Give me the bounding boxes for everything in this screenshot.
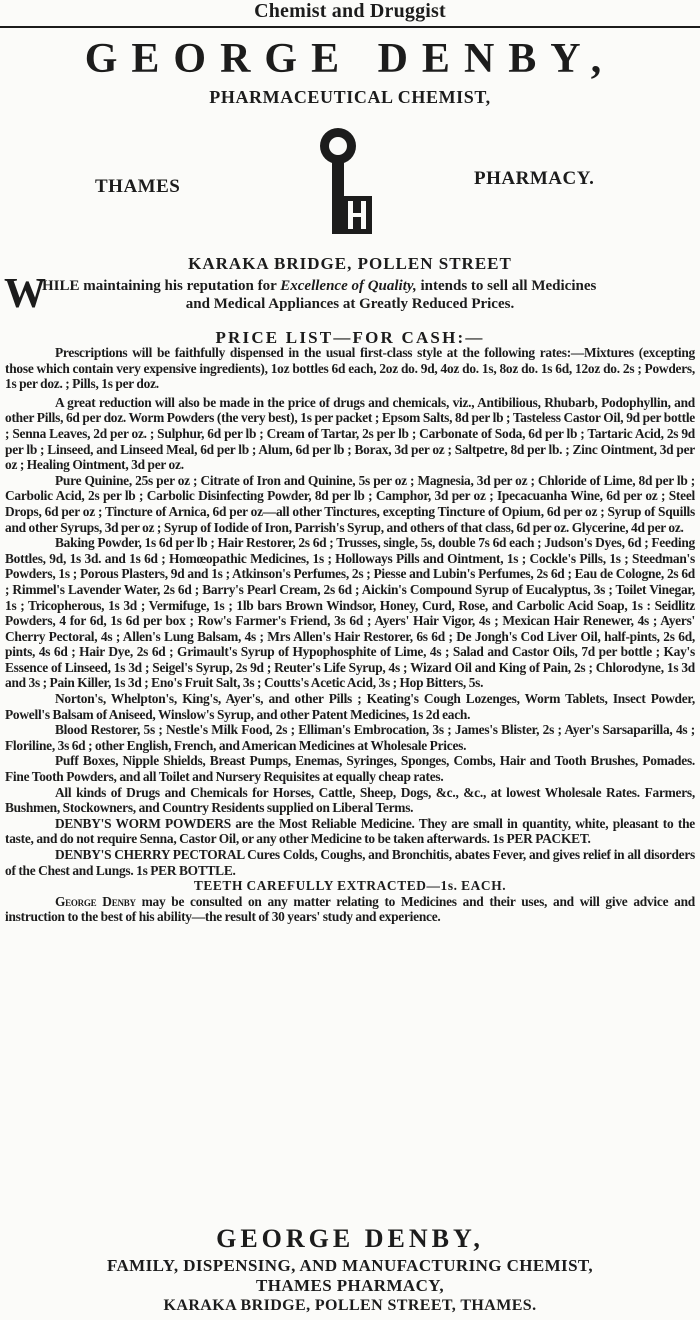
- paragraph-quinine: Pure Quinine, 25s per oz ; Citrate of Iron and Quinine, 5s per oz ; Magnesia, 3d per oz ; Chloride of Lime, 8d per lb ; Carbolic Acid, 2s per lb ; Carbolic Disinfecting Powder, 8d per lb ; Camphor, 3d per oz ; Ipecacuanha Wine, 6d per oz ; Steel Drops, 6d per oz ; Tincture of Arnica, 6d per oz—all other Tinctures, excepting Tincture of Opium, 6d per oz ; Syrup of Squills and other Syrups, 3d per oz ; Syrup of Iodide of Iron, Parrish's Syrup, and others of that class, 6d per oz. Glycerine, 4d per oz.: [5, 472, 695, 535]
- paragraph-patent-pills: Norton's, Whelpton's, King's, Ayer's, and other Pills ; Keating's Cough Lozenges, Worm Tablets, Insect Powder, Powell's Balsam of Aniseed, Winslow's Syrup, and other Patent Medicines, 1s 2d each.: [5, 691, 695, 722]
- intro-text-a: HILE maintaining his reputation for: [42, 278, 281, 294]
- masthead-left-word: THAMES: [95, 176, 181, 197]
- drop-cap: W: [4, 271, 46, 317]
- intro-line-2: and Medical Appliances at Greatly Reduced Prices.: [185, 296, 515, 312]
- footer-line-3: KARAKA BRIDGE, POLLEN STREET, THAMES.: [163, 1297, 537, 1314]
- consult-text: may be consulted on any matter relating to Medicines and their uses, and will give advice and instruction to the best of his ability—the result of 30 years' study and experience.: [5, 893, 695, 925]
- paragraph-blood-restorer: Blood Restorer, 5s ; Nestle's Milk Food, 2s ; Elliman's Embrocation, 3s ; James's Blister, 2s ; Ayer's Sarsaparilla, 4s ; Floriline, 3s 6d ; other English, French, and American Medicines at Wholesale Prices.: [5, 722, 695, 753]
- consult-name: George Denby: [55, 893, 136, 909]
- masthead-right-word: PHARMACY.: [474, 168, 595, 189]
- key-emblem-icon: [314, 126, 384, 240]
- intro-emphasis: Excellence of Quality,: [280, 278, 417, 294]
- section-title: Chemist and Druggist: [254, 0, 446, 22]
- address-line: KARAKA BRIDGE, POLLEN STREET: [188, 254, 512, 273]
- footer-line-2: THAMES PHARMACY,: [255, 1276, 445, 1295]
- paragraph-prescriptions: Prescriptions will be faithfully dispensed in the usual first-class style at the following rates:—Mixtures (excepting those which contain very expensive ingredients), 1oz bottles 6d each, 2oz do. 9d, 4oz do. 1s, 8oz do. 1s 6d, 12oz do. 2s ; Powders, 1s per doz. ; Pills, 1s per doz.: [5, 345, 695, 392]
- footer-line-1: FAMILY, DISPENSING, AND MANUFACTURING CHEMIST,: [106, 1256, 594, 1275]
- paragraph-worm-powders: DENBY'S WORM POWDERS are the Most Reliable Medicine. They are small in quantity, white, pleasant to the taste, and do not require Senna, Castor Oil, or any other Medicine to be taken afterwards. 1s PER PACKET.: [5, 815, 695, 847]
- paragraph-toilet-requisites: Puff Boxes, Nipple Shields, Breast Pumps, Enemas, Syringes, Sponges, Combs, Hair and Tooth Brushes, Pomades. Fine Tooth Powders, and all Toilet and Nursery Requisites at equally cheap rates.: [5, 753, 695, 785]
- paragraph-consultation: [5, 894, 695, 925]
- proprietor-name: GEORGE DENBY,: [84, 36, 616, 82]
- proprietor-title: PHARMACEUTICAL CHEMIST,: [209, 87, 491, 107]
- paragraph-cherry-pectoral: DENBY'S CHERRY PECTORAL Cures Colds, Coughs, and Bronchitis, abates Fever, and gives relief in all disorders of the Chest and Lungs. 1s PER BOTTLE.: [5, 847, 695, 878]
- header-rule: [0, 26, 700, 28]
- intro-text-b: intends to sell all Medicines: [416, 278, 597, 294]
- footer-name: GEORGE DENBY,: [216, 1224, 484, 1253]
- intro-line-1: [42, 277, 694, 296]
- paragraph-animal-drugs: All kinds of Drugs and Chemicals for Horses, Cattle, Sheep, Dogs, &c., &c., at lowest Wholesale Rates. Farmers, Bushmen, Stockowners, and Country Residents supplied on Liberal Terms.: [5, 784, 695, 816]
- price-list-heading: PRICE LIST—FOR CASH:—: [215, 328, 485, 347]
- paragraph-drugs-chemicals: A great reduction will also be made in the price of drugs and chemicals, viz., Antibilious, Rhubarb, Podophyllin, and other Pills, 6d per doz. Worm Powders (the very best), 1s per packet ; Epsom Salts, 8d per lb ; Tasteless Castor Oil, 9d per bottle ; Senna Leaves, 2d per oz. ; Sulphur, 6d per lb ; Cream of Tartar, 2s per lb ; Carbonate of Soda, 6d per lb ; Tartaric Acid, 2s 9d per lb ; Linseed, and Linseed Meal, 6d per lb ; Alum, 6d per lb ; Borax, 3d per oz ; Saltpetre, 8d per lb. ; Zinc Ointment, 3d per oz ; Healing Ointment, 3d per oz.: [5, 394, 695, 473]
- teeth-extraction-notice: TEETH CAREFULLY EXTRACTED—1s. EACH.: [193, 878, 507, 894]
- price-list-body: [5, 345, 695, 925]
- paragraph-proprietary-goods: Baking Powder, 1s 6d per lb ; Hair Restorer, 2s 6d ; Trusses, single, 5s, double 7s 6d each ; Judson's Dyes, 6d ; Feeding Bottles, 9d, 1s 3d. and 1s 6d ; Homœopathic Medicines, 1s ; Holloways Pills and Ointment, 1s ; Cockle's Pills, 1s ; Steedman's Powders, 1s ; Porous Plasters, 9d and 1s ; Atkinson's Perfumes, 2s ; Piesse and Lubin's Perfumes, 2s 6d ; Eau de Cologne, 2s 6d ; Rimmel's Lavender Water, 2s 6d ; Barry's Pearl Cream, 2s 6d ; Aickin's Compound Syrup of Eucalyptus, 3s ; Toilet Vinegar, 1s ; Tricopherous, 1s 3d ; Vermifuge, 1s ; 1lb bars Brown Windsor, Honey, Curd, Rose, and Carbolic Acid Soap, 1s : Seidlitz Powders, 4 for 6d, 1s 6d per box ; Row's Farmer's Friend, 3s 6d ; Ayers' Hair Vigor, 4s ; Mexican Hair Renewer, 4s ; Ayers' Cherry Pectoral, 4s ; Allen's Lung Balsam, 4s ; Mrs Allen's Hair Restorer, 6s 6d ; De Jongh's Cod Liver Oil, half-pints, 2s 6d, pints, 4s 6d ; Hair Dye, 2s 6d ; Grimault's Syrup of Hypophosphite of Lime, 4s ; Salad and Castor Oils, 7d per bottle ; Kay's Essence of Linseed, 1s 3d ; Seigel's Syrup, 2s 9d ; Reuter's Life Syrup, 4s ; Wizard Oil and King of Pain, 2s ; Chlorodyne, 1s 3d and 3s ; Pain Killer, 1s 3d ; Eno's Fruit Salt, 3s ; Coutts's Acetic Acid, 3s ; Hop Bitters, 5s.: [5, 535, 695, 691]
